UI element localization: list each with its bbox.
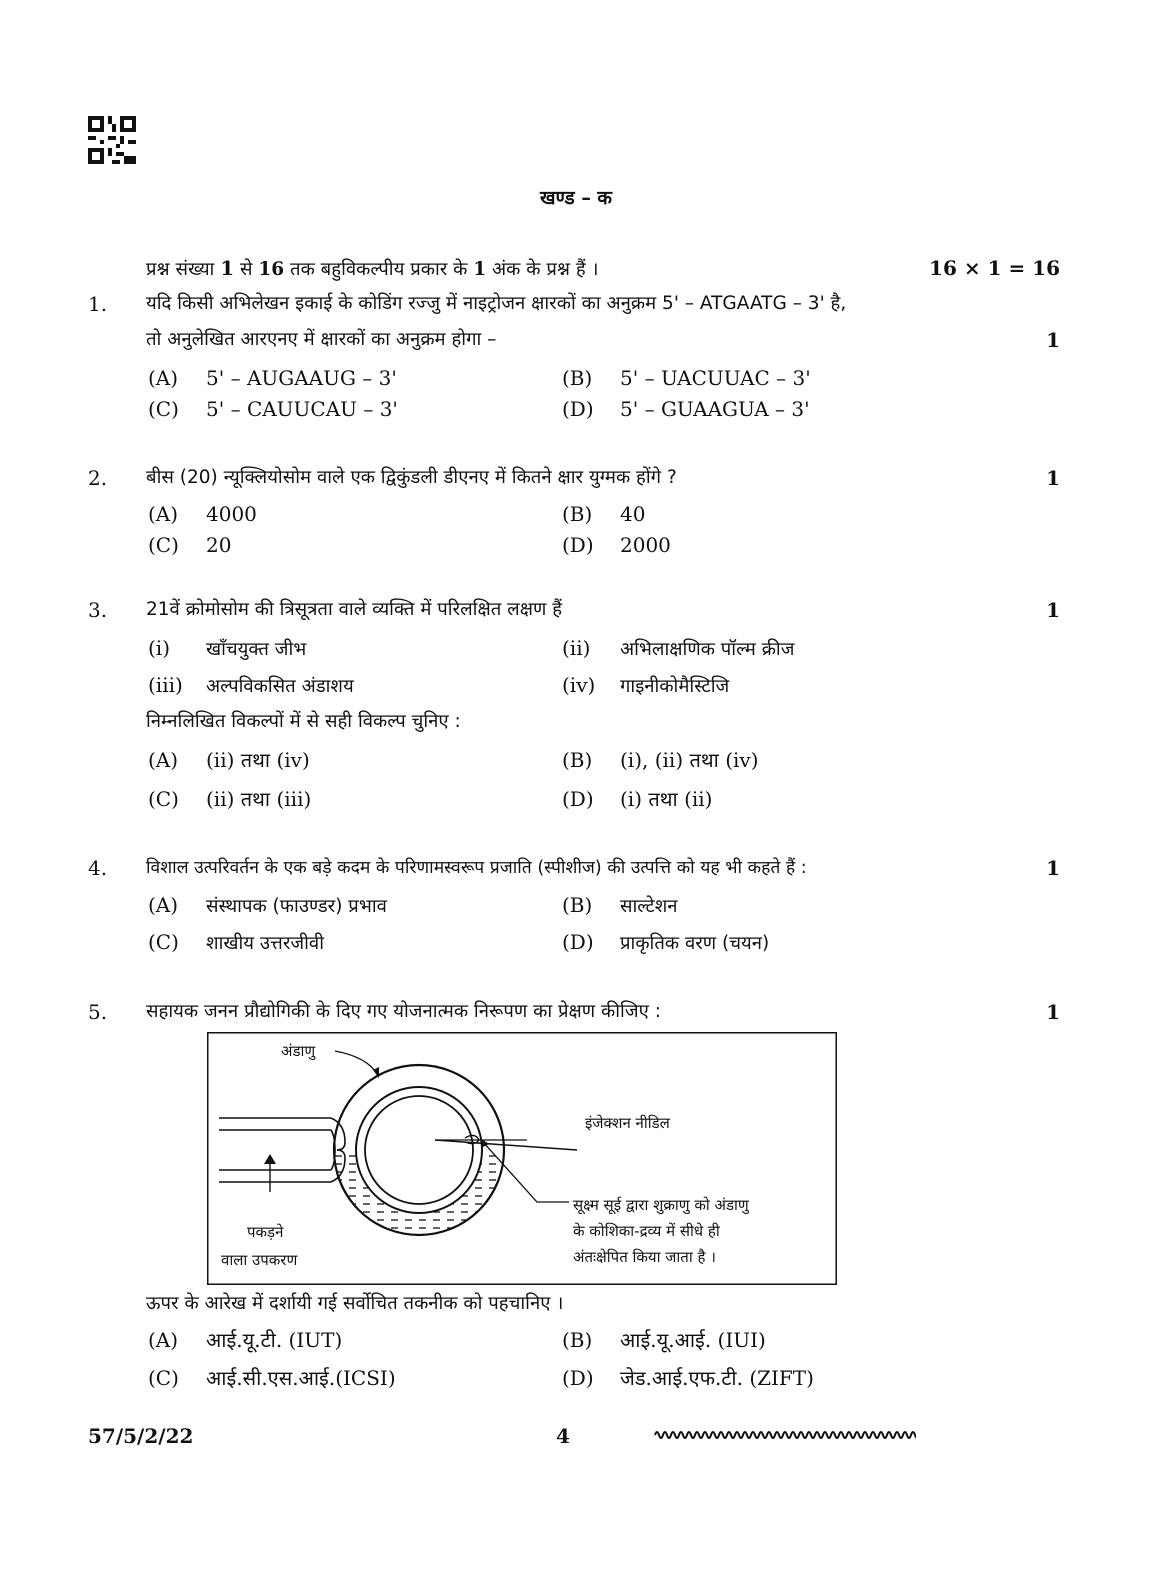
q2-mark: 1 [1046,466,1060,490]
label-note-2: के कोशिका-द्रव्य में सीधे ही [573,1222,720,1240]
q2-option-b: (B) 40 [562,502,646,526]
label-note-3: अंतःक्षेपित किया जाता है । [573,1248,716,1266]
paper-code: 57/5/2/22 [88,1424,194,1448]
q2-option-a: (A) 4000 [148,502,257,526]
q4-option-d: (D) प्राकृतिक वरण (चयन) [562,930,770,954]
q5-number: 5. [88,1000,108,1024]
q5-option-a: (A) आई.यू.टी. (IUT) [148,1328,343,1352]
label-holder-2: वाला उपकरण [221,1251,298,1269]
q3-statement-ii: (ii) अभिलाक्षणिक पॉल्म क्रीज [562,636,795,660]
q2-line-1: बीस (20) न्यूक्लियोसोम वाले एक द्विकुंडली डीएनए में कितने क्षार युग्मक होंगे ? [146,467,677,488]
q5-option-d: (D) जेड.आई.एफ.टी. (ZIFT) [562,1366,814,1390]
q5-option-c: (C) आई.सी.एस.आई.(ICSI) [148,1366,396,1390]
q1-line-2: तो अनुलेखित आरएनए में क्षारकों का अनुक्रम होगा – [146,329,497,350]
label-needle: इंजेक्शन नीडिल [585,1114,670,1132]
q1-option-c: (C) 5' – CAUUCAU – 3' [148,397,398,421]
label-holder-1: पकड़ने [247,1223,284,1241]
q1-option-b: (B) 5' – UACUUAC – 3' [562,366,811,390]
q3-prompt: निम्नलिखित विकल्पों में से सही विकल्प चुनिए : [146,711,461,732]
q4-option-a: (A) संस्थापक (फाउण्डर) प्रभाव [148,893,387,917]
q3-option-b: (B) (i), (ii) तथा (iv) [562,748,759,772]
q1-line-1: यदि किसी अभिलेखन इकाई के कोडिंग रज्जु में नाइट्रोजन क्षारकों का अनुक्रम 5' – ATGAATG – 3' है, [146,293,847,314]
q2-number: 2. [88,466,108,490]
q1-option-a: (A) 5' – AUGAAUG – 3' [148,366,397,390]
q1-number: 1. [88,292,108,316]
q3-statement-i: (i) खाँचयुक्त जीभ [148,636,307,660]
q3-statement-iv: (iv) गाइनीकोमैस्टिजि [562,673,730,697]
q3-number: 3. [88,598,108,622]
icsi-diagram [207,1032,837,1285]
section-title: खण्ड – क [539,187,613,209]
q5-line-1: सहायक जनन प्रौद्योगिकी के दिए गए योजनात्मक निरूपण का प्रेक्षण कीजिए : [146,1001,661,1022]
label-note-1: सूक्ष्म सूई द्वारा शुक्राणु को अंडाणु [573,1196,749,1214]
q4-option-b: (B) साल्टेशन [562,893,678,917]
q4-mark: 1 [1046,856,1060,880]
q2-option-d: (D) 2000 [562,533,671,557]
instruction-marks: 16 × 1 = 16 [929,256,1060,280]
q4-line-1: विशाल उत्परिवर्तन के एक बड़े कदम के परिणामस्वरूप प्रजाति (स्पीशीज) की उत्पत्ति को यह भी कहते हैं : [146,858,807,878]
q2-option-c: (C) 20 [148,533,232,557]
wavy-line-decoration [654,1428,916,1442]
q1-option-d: (D) 5' – GUAAGUA – 3' [562,397,810,421]
diagram-frame [208,1033,837,1285]
q3-mark: 1 [1046,598,1060,622]
label-ovum: अंडाणु [281,1042,316,1060]
qr-code [88,116,136,164]
q3-option-c: (C) (ii) तथा (iii) [148,787,312,811]
page-number: 4 [556,1424,570,1448]
q4-option-c: (C) शाखीय उत्तरजीवी [148,930,324,954]
q3-line-1: 21वें क्रोमोसोम की त्रिसूत्रता वाले व्यक्ति में परिलक्षित लक्षण हैं [146,599,563,620]
q3-option-d: (D) (i) तथा (ii) [562,787,713,811]
instruction-text: प्रश्न संख्या 1 से 16 तक बहुविकल्पीय प्रकार के 1 अंक के प्रश्न हैं । [146,256,599,280]
q3-statement-iii: (iii) अल्पविकसित अंडाशय [148,673,354,697]
q5-prompt: ऊपर के आरेख में दर्शायी गई सर्वोचित तकनीक को पहचानिए । [146,1293,564,1314]
q5-option-b: (B) आई.यू.आई. (IUI) [562,1328,766,1352]
q4-number: 4. [88,856,108,880]
q3-option-a: (A) (ii) तथा (iv) [148,748,310,772]
q5-mark: 1 [1046,1000,1060,1024]
q1-mark: 1 [1046,328,1060,352]
